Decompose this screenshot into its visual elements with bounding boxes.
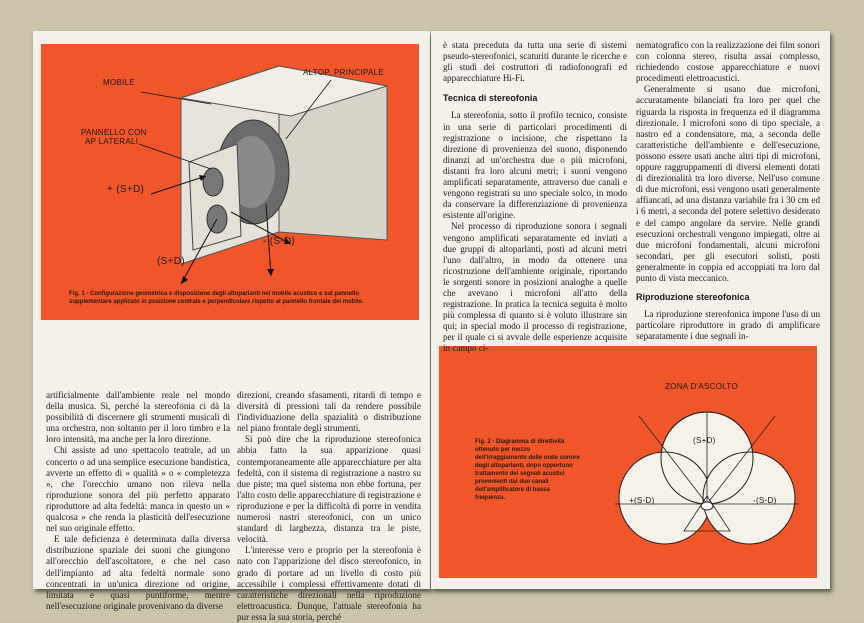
speaker-cabinet-illustration	[41, 44, 419, 320]
label-pannello-1: PANNELLO CON	[81, 128, 147, 137]
paragraph: nematografico con la realizzazione dei film sonori con colonna stereo, risulta assai complesso, richiedendo costose apparecchiature e nuovi procedimenti elettroacustici.	[636, 40, 820, 84]
paragraph: L'interesse vero e proprio per la stereofonia è nato con l'apparizione del disco stereofonico, in grado di portare ad un livello di costo più accessibile i complessi effettivamente dotati di caratteristiche direzionali nella riproduzione elettroacustica. Dunque, l'attuale stereofonia ha pur essa la sua storia, perché	[237, 545, 421, 622]
paragraph: direzioni, creando sfasamenti, ritardi di tempo e diversità di pressioni tali da rendere possibile l'individuazione della spazialità o distribuzione nel piano frontale degli strumenti.	[237, 390, 421, 434]
lobe-label-top: (S+D)	[693, 436, 716, 445]
paragraph: La riproduzione stereofonica impone l'uso di un particolare riproduttore in grado di amplificare separatamente i due segnali in-	[636, 309, 820, 342]
paragraph: La stereofonia, sotto il profilo tecnico, consiste in una serie di particolari procedimenti di registrazione o incisione, che rispettano la direzione di provenienza del suono, disponendo dinanzi ad un'orchestra due o più microfoni, distanti fra loro alcuni metri; i suoni vengono amplificati separatamente, attraverso due canali e vengono registrati su uno speciale solco, in modo da conservare la differenziazione di provenienza esistente all'origine.	[443, 110, 627, 221]
label-s-plus-d: (S+D)	[157, 256, 185, 267]
figure-1-caption: Fig. 1 - Configurazione geometrica e disposizione degli altoparlanti nel mobile acustico e sul pannello supplementare applicato in posizione centrale e perpendicolare rispetto al pannello frontale del mobile.	[69, 291, 364, 305]
paragraph: Nel processo di riproduzione sonora i segnali vengono amplificati separatamente ed inviati a due gruppi di altoparlanti, posti ad alcuni metri l'uno dall'altro, in modo da ottenere una ricostruzione dell'ambiente originale, riportando le sorgenti sonore in posizioni analoghe a quelle che avevano i microfoni all'atto della registrazione. In pratica la tecnica seguita è molto più complessa di quanto si è voluto illustrare sin qui; in special modo il processo di registrazione, per il quale ci si avvale delle esperienze acquisite in campo ci-	[443, 221, 627, 354]
section-heading-tecnica: Tecnica di stereofonia	[443, 93, 538, 104]
paragraph: Generalmente si usano due microfoni, accuratamente bilanciati fra loro per quel che riguarda la risposta in frequenza ed il diagramma direzionale. I microfoni sono di tipo speciale, a nastro ed a condensatore, ma, a seconda delle caratteristiche dell'ambiente e dell'esecuzione, possono essere usati anche altri tipi di microfoni, oppure raggruppamenti di diversi elementi dotati di direzionalità tra loro diverse. Nell'uso comune di due microfoni, essi vengono usati generalmente affiancati, ad una distanza variabile fra i 30 cm ed i 6 metri, a seconda del potere selettivo desiderato e del campo angolare da servire. Nelle grandi esecuzioni orchestrali vengono impiegati, oltre ai due microfoni fondamentali, alcuni microfoni secondari, per gli esecutori solisti, posti generalmente in coppia ed accoppiati tra loro dal punto di vista meccanico.	[636, 84, 820, 283]
label-mobile: MOBILE	[103, 78, 136, 87]
paragraph: artificialmente dall'ambiente reale nel mondo della musica. Si, perché la stereofonia ci dà la possibilità di discernere gli strumenti musicali di una orchestra, non soltanto per il loro timbro e la loro intensità, ma anche per la loro direzione.	[46, 390, 230, 445]
paragraph: E tale deficienza è determinata dalla diversa distribuzione spaziale dei suoni che giungono all'orecchio dell'ascoltatore, e che nel caso dell'impianto ad alta fedeltà normale sono concentrati in un'unica direzione od origine, limitata e quasi puntiforme, mentre nell'esecuzione originale provenivano da diverse	[46, 534, 230, 611]
right-page-column-2	[636, 40, 820, 342]
label-pannello-2: AP LATERALI	[85, 137, 139, 146]
label-minus-s-minus-d: - (S-D)	[263, 236, 296, 247]
figure-1	[41, 44, 419, 320]
label-plus-s-plus-d: + (S+D)	[107, 184, 145, 195]
figure-2-caption: Fig. 2 - Diagramma di direttività ottenuto per mezzo dell'irraggiamento delle onde sonore degli altoparlanti, dopo opportuno trattamento dei segnali acustici provenienti dai due canali dell'amplificatore di bassa frequenza.	[475, 439, 580, 501]
lobe-label-right: -(S-D)	[753, 496, 777, 505]
figure-2	[439, 346, 817, 578]
lobe-label-left: +(S-D)	[629, 496, 655, 505]
right-page-column-1	[443, 40, 627, 355]
paragraph: Chi assiste ad uno spettacolo teatrale, ad un concerto o ad una semplice esecuzione bandistica, avverte un effetto di « qualità » o « completezza », che l'orecchio umano non rileva nella riproduzione sonora del più perfetto apparato riproduttore ad alta fedeltà: manca in questo un « qualcosa » che renda la plasticità dell'esecuzione nel suo originale effetto.	[46, 445, 230, 534]
left-page-column-1	[46, 390, 230, 612]
paragraph: è stata preceduta da tutta una serie di sistemi pseudo-stereofonici, scaturiti durante le ricerche e gli studi dei costruttori di radiofonografi ed apparecchiature Hi-Fi.	[443, 40, 627, 84]
zona-ascolto-title: ZONA D'ASCOLTO	[665, 382, 739, 391]
paragraph: Si può dire che la riproduzione stereofonica abbia fatto la sua apparizione quasi contemporaneamente alle apparecchiature per alta fedeltà, con il sistema di registrazione a nastro su due piste; ma quel sistema non ebbe fortuna, per l'alto costo delle apparecchiature di registrazione e riproduzione e per la difficoltà di porre in vendita numerosi nastri stereofonici, con un unico standard di larghezza, distanza tra le piste, velocità.	[237, 434, 421, 545]
left-page-column-2	[237, 390, 421, 623]
section-heading-riproduzione: Riproduzione stereofonica	[636, 292, 750, 303]
label-altop-principale: ALTOP. PRINCIPALE	[303, 68, 384, 77]
